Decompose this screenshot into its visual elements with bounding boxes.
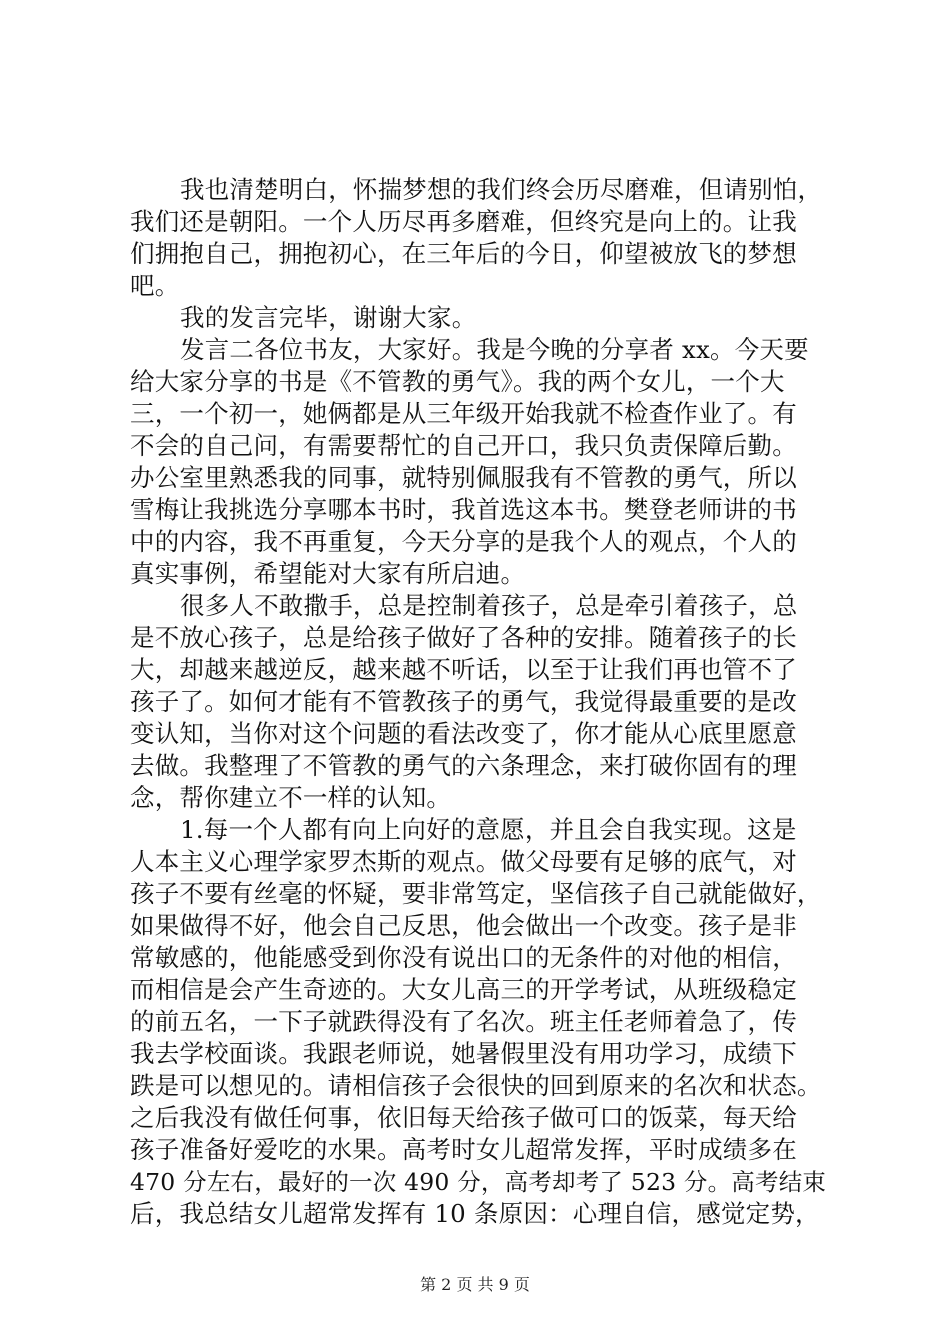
text-line: 我们还是朝阳。一个人历尽再多磨难，但终究是向上的。让我 (130, 207, 797, 236)
text-line: 人本主义心理学家罗杰斯的观点。做父母要有足够的底气，对 (130, 847, 797, 876)
text-line: 念，帮你建立不一样的认知。 (130, 783, 452, 812)
text-line: 我也清楚明白，怀揣梦想的我们终会历尽磨难，但请别怕， (180, 175, 823, 204)
text-line: 变认知，当你对这个问题的看法改变了，你才能从心底里愿意 (130, 719, 797, 748)
text-line: 真实事例，希望能对大家有所启迪。 (130, 559, 526, 588)
text-line: 1.每一个人都有向上向好的意愿，并且会自我实现。这是 (180, 815, 797, 844)
text-line: 发言二各位书友，大家好。我是今晚的分享者 xx。今天要 (180, 335, 809, 364)
text-line: 们拥抱自己，拥抱初心，在三年后的今日，仰望被放飞的梦想 (130, 239, 797, 268)
text-line: 不会的自己问，有需要帮忙的自己开口，我只负责保障后勤。 (130, 431, 797, 460)
text-line: 跌是可以想见的。请相信孩子会很快的回到原来的名次和状态。 (130, 1071, 822, 1100)
text-line: 孩子不要有丝毫的怀疑，要非常笃定，坚信孩子自己就能做好， (130, 879, 822, 908)
text-line: 孩子了。如何才能有不管教孩子的勇气，我觉得最重要的是改 (130, 687, 797, 716)
text-line: 孩子准备好爱吃的水果。高考时女儿超常发挥，平时成绩多在 (130, 1135, 797, 1164)
text-line: 给大家分享的书是《不管教的勇气》。我的两个女儿，一个大 (130, 367, 785, 396)
text-line: 雪梅让我挑选分享哪本书时，我首选这本书。樊登老师讲的书 (130, 495, 797, 524)
text-line: 吧。 (130, 271, 180, 300)
page-footer: 第 2 页 共 9 页 (420, 1275, 530, 1294)
text-line: 办公室里熟悉我的同事，就特别佩服我有不管教的勇气，所以 (130, 463, 797, 492)
text-line: 常敏感的，他能感受到你没有说出口的无条件的对他的相信， (130, 943, 797, 972)
text-line: 我去学校面谈。我跟老师说，她暑假里没有用功学习，成绩下 (130, 1039, 797, 1068)
text-line: 三，一个初一，她俩都是从三年级开始我就不检查作业了。有 (130, 399, 797, 428)
text-line: 很多人不敢撒手，总是控制着孩子，总是牵引着孩子，总 (180, 591, 798, 620)
text-line: 之后我没有做任何事，依旧每天给孩子做可口的饭菜，每天给 (130, 1103, 797, 1132)
text-line: 的前五名，一下子就跌得没有了名次。班主任老师着急了，传 (130, 1007, 797, 1036)
text-line: 中的内容，我不再重复，今天分享的是我个人的观点，个人的 (130, 527, 797, 556)
text-line: 大，却越来越逆反，越来越不听话，以至于让我们再也管不了 (130, 655, 797, 684)
text-line: 是不放心孩子，总是给孩子做好了各种的安排。随着孩子的长 (130, 623, 797, 652)
text-line: 去做。我整理了不管教的勇气的六条理念，来打破你固有的理 (130, 751, 797, 780)
text-line: 我的发言完毕，谢谢大家。 (180, 303, 477, 332)
text-line: 后，我总结女儿超常发挥有 10 条原因：心理自信，感觉定势， (130, 1199, 820, 1228)
text-line: 而相信是会产生奇迹的。大女儿高三的开学考试，从班级稳定 (130, 975, 797, 1004)
text-line: 470 分左右，最好的一次 490 分，高考却考了 523 分。高考结束 (130, 1168, 827, 1196)
text-line: 如果做得不好，他会自己反思，他会做出一个改变。孩子是非 (130, 911, 797, 940)
